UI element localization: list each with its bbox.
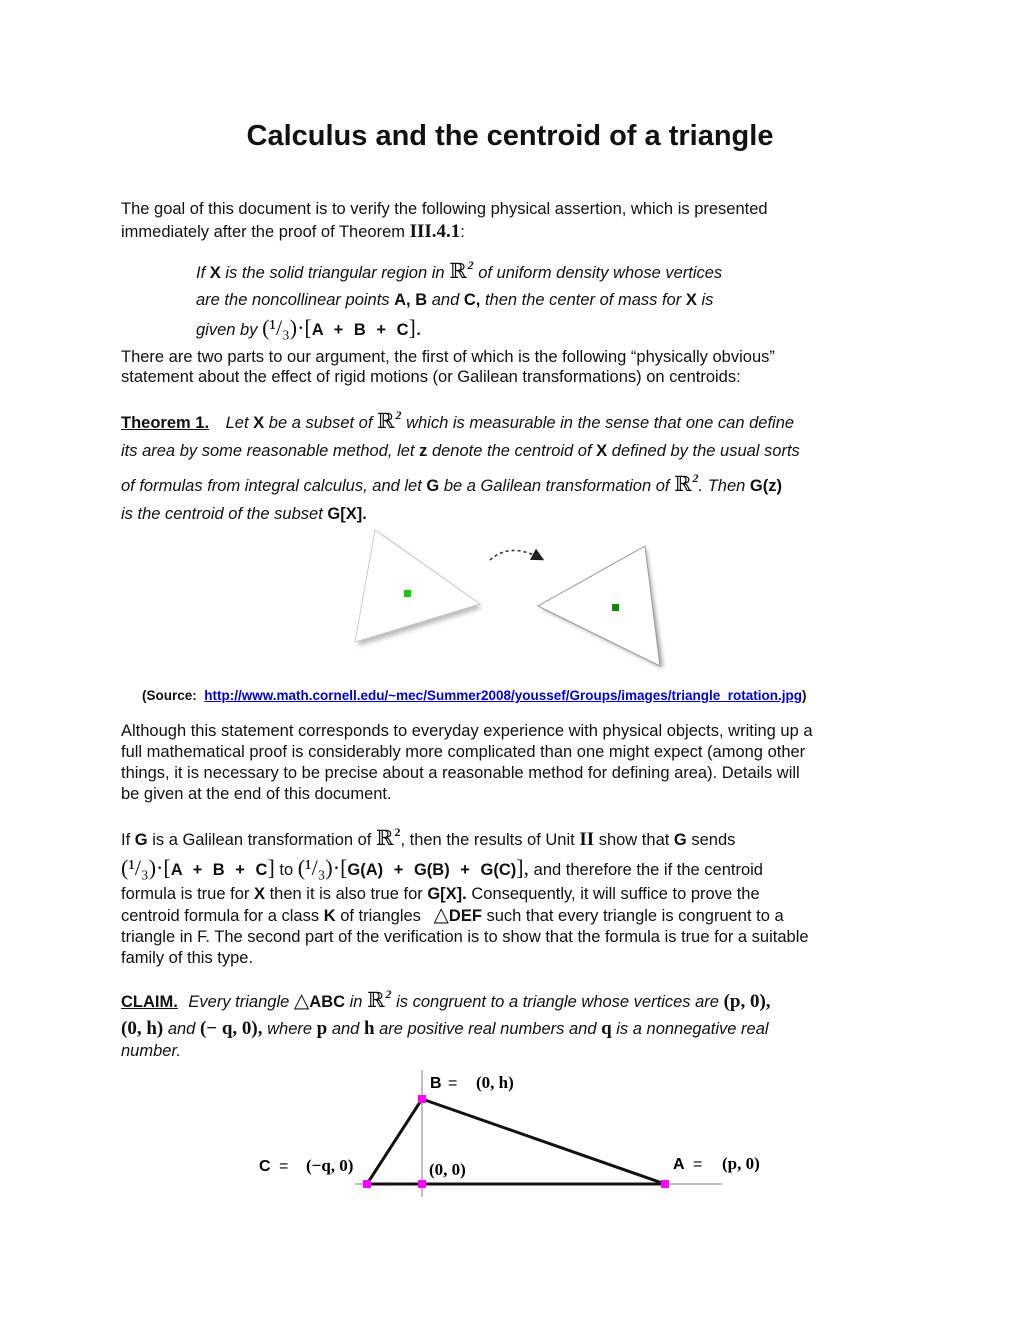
- triangle-symbol: △: [433, 904, 449, 926]
- although-paragraph: Although this statement corresponds to everyday experience with physical objects, writing up a full mathematical proof is considerably more complicated than one might expect (among other things, it is necessary to be precise about a reasonable method for defining area). Details will be given at the end of this document.: [121, 722, 813, 803]
- source-link[interactable]: http://www.math.cornell.edu/~mec/Summer2008/youssef/Groups/images/triangle_rotation.jpg: [204, 688, 803, 703]
- two-parts-paragraph: There are two parts to our argument, the first of which is the following “physically obvious” statement about the effect of rigid motions (or Galilean transformations) on centroids:: [121, 348, 775, 386]
- real-plane-symbol: ℝ: [449, 259, 467, 283]
- theorem-1-label: Theorem 1.: [121, 414, 210, 432]
- vertex-b-marker: [418, 1095, 426, 1103]
- rotation-arrow: [490, 550, 540, 560]
- triangle-abc: [367, 1099, 665, 1184]
- galilean-paragraph: If G is a Galilean transformation of ℝ$^2$, then the results of Unit II show that G sends (¹/₃)·[A + B + C] to (¹/₃)·[G(A) + G(B) + G(C)], and therefore the if the centroid formula is true for X then it is also true for G[X]. Consequently, it will suffice to prove the centroid formula for a class K of triangles △DEF such that every triangle is congruent to a triangle in F. The second part of the verification is to show that the formula is true for a suitable family of this type.: [121, 825, 809, 967]
- label-b-coord: (0, h): [476, 1073, 514, 1092]
- theorem-reference: III.4.1: [409, 221, 461, 242]
- origin-marker: [418, 1180, 426, 1188]
- rotated-centroid: [612, 604, 619, 611]
- page-title: Calculus and the centroid of a triangle: [246, 120, 774, 152]
- svg-text:=: =: [279, 1158, 289, 1175]
- label-c: C: [259, 1158, 271, 1175]
- claim-block: CLAIM. Every triangle △ABC in ℝ$^2$ is congruent to a triangle whose vertices are (p, 0), (0, h) and (− q, 0), where p and h are positive real numbers and q is a nonnegative real number.: [121, 987, 771, 1060]
- one-third-formula: (¹/₃)·[: [262, 315, 312, 340]
- original-centroid: [404, 590, 411, 597]
- source-line: (Source: http://www.math.cornell.edu/~mec/Summer2008/youssef/Groups/images/triangle_rotation.jpg): [142, 688, 807, 703]
- intro-line-2: immediately after the proof of Theorem: [121, 223, 405, 241]
- label-b: B: [430, 1075, 442, 1092]
- label-a: A: [673, 1156, 685, 1173]
- rotated-triangle: [538, 546, 660, 666]
- label-origin: (0, 0): [429, 1160, 466, 1179]
- label-c-coord: (−q, 0): [306, 1156, 354, 1175]
- intro-line-1: The goal of this document is to verify the following physical assertion, which is presented: [121, 200, 768, 218]
- assertion-block: If X is the solid triangular region in ℝ$^2$ of uniform density whose vertices are the noncollinear points A, B and C, then the center of mass for X is given by (¹/₃)·[A + B + C].: [196, 258, 723, 340]
- svg-text:=: =: [448, 1075, 458, 1092]
- claim-label: CLAIM.: [121, 993, 178, 1011]
- label-a-coord: (p, 0): [722, 1154, 760, 1173]
- intro-paragraph: The goal of this document is to verify the following physical assertion, which is presented immediately after the proof of Theorem III.4.1:: [121, 199, 911, 243]
- vertex-c-marker: [363, 1180, 371, 1188]
- svg-text:=: =: [693, 1156, 703, 1173]
- theorem-1: Theorem 1. Let X be a subset of ℝ$^2$ which is measurable in the sense that one can define its area by some reasonable method, let z denote the centroid of X defined by the usual sorts of formulas from integral calculus, and let G be a Galilean transformation of ℝ$^2$. Then G(z) is the centroid of the subset G[X].: [121, 408, 800, 523]
- triangle-abc-figure: [250, 1065, 770, 1200]
- vertex-a-marker: [661, 1180, 669, 1188]
- triangle-rotation-figure: [340, 520, 680, 685]
